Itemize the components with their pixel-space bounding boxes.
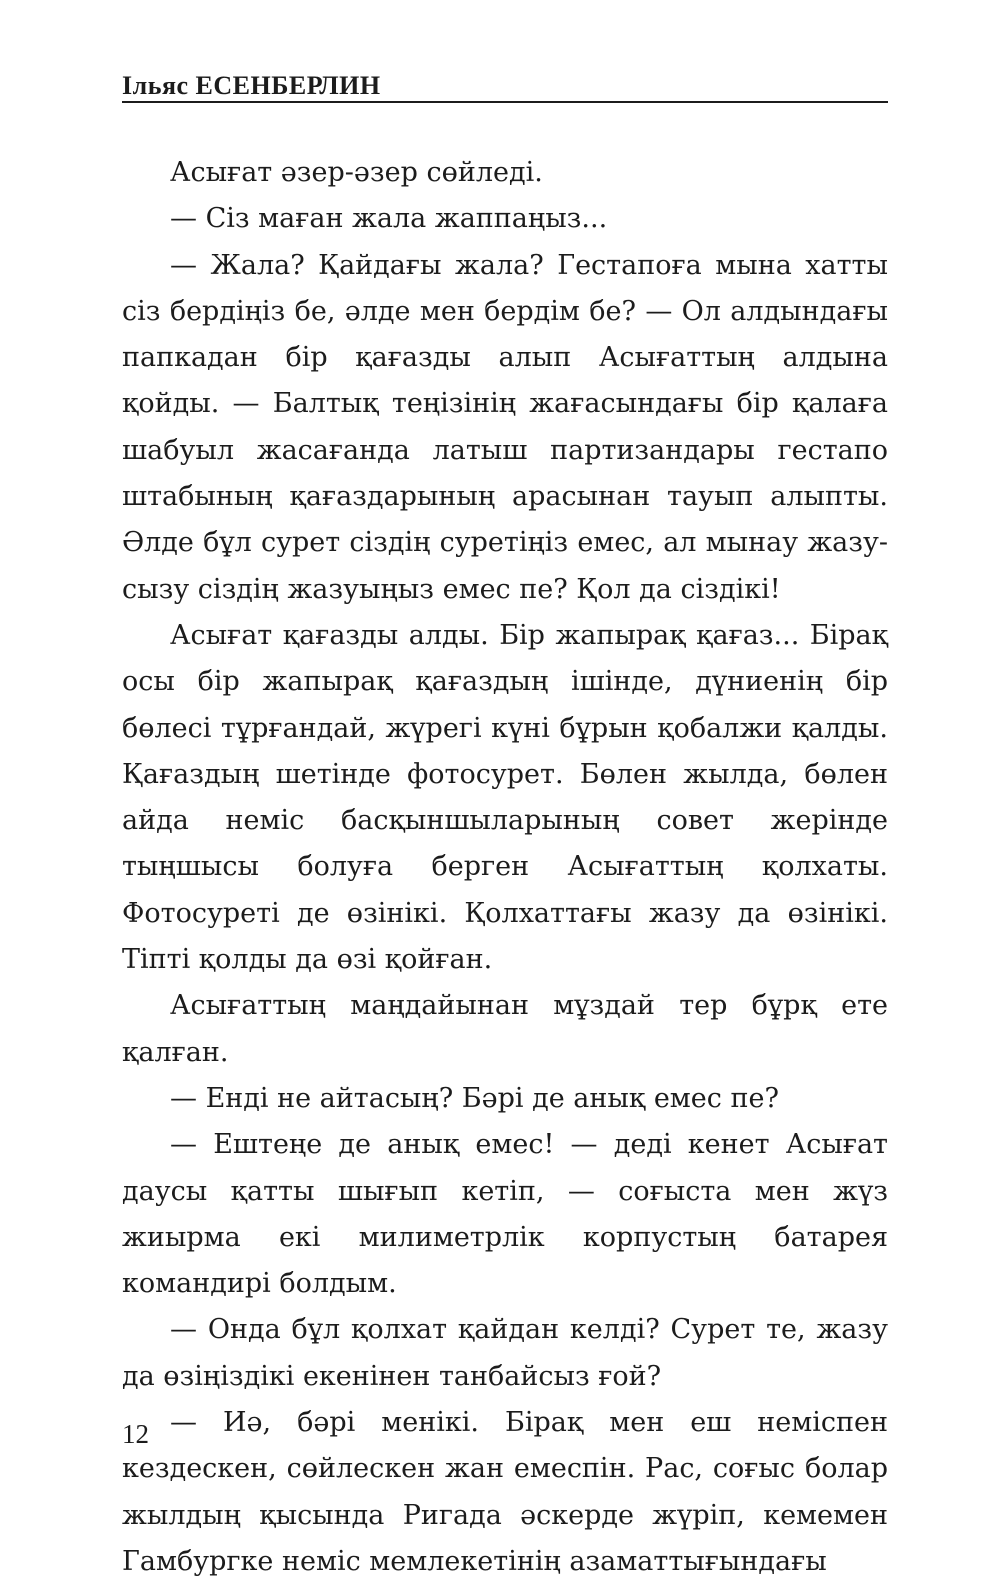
header-rule bbox=[122, 101, 888, 103]
running-head-title: Ільяс ЕСЕНБЕРЛИН bbox=[122, 71, 381, 100]
paragraph: Асығат әзер-әзер сөйледі. bbox=[170, 157, 543, 188]
page-number: 12 bbox=[122, 1419, 149, 1449]
paragraph: — Енді не айтасың? Бәрі де анық емес пе? bbox=[170, 1082, 779, 1114]
paragraph: — Ештеңе де анық емес! — деді кенет Асығат даусы қатты шығып кетіп, — соғыста мен жүз жиырма екі милиметрлік корпустың батарея командирі болдым. bbox=[122, 1129, 888, 1300]
paragraph: — Жала? Қайдағы жала? Гестапоға мына хатты сіз бердіңіз бе, әлде мен бердім бе? — Ол алдындағы папкадан бір қағазды алып Асығаттың алдына қойды. — Балтық теңізінің жағасындағы бір қалаға шабуыл жасағанда латыш партизандары гестапо штабының қағаздарының арасынан тауып алыпты. Әлде бұл сурет сіздің суретіңіз емес, ал мынау жазу-сызу сіздің жазуыңыз емес пе? Қол да сіздікі! bbox=[122, 249, 888, 605]
paragraph: — Иә, бәрі менікі. Бірақ мен еш неміспен кездескен, сөйлескен жан емеспін. Рас, соғыс болар жылдың қысында Ригада әскерде жүріп, кемемен Гамбургке неміс мемлекетінің азаматтығындағы bbox=[122, 1407, 888, 1577]
paragraph: — Онда бұл қолхат қайдан келді? Сурет те, жазу да өзіңіздікі екенінен танбайсыз ғой? bbox=[122, 1314, 888, 1392]
page-body bbox=[122, 150, 888, 1585]
paragraph: — Сіз маған жала жаппаңыз... bbox=[170, 203, 608, 235]
paragraph: Асығаттың маңдайынан мұздай тер бұрқ ете қалған. bbox=[122, 990, 888, 1068]
paragraph: Асығат қағазды алды. Бір жапырақ қағаз... Бірақ осы бір жапырақ қағаздың ішінде, дүниенің бір бөлесі тұрғандай, жүрегі күні бұрын қобалжи қалды. Қағаздың шетінде фотосурет. Бөлен жылда, бөлен айда неміс басқыншыларының совет жерінде тыңшысы болуға берген Асығаттың қолхаты. Фотосуреті де өзінікі. Қолхаттағы жазу да өзінікі. Тіпті қолды да өзі қойған. bbox=[122, 619, 888, 976]
